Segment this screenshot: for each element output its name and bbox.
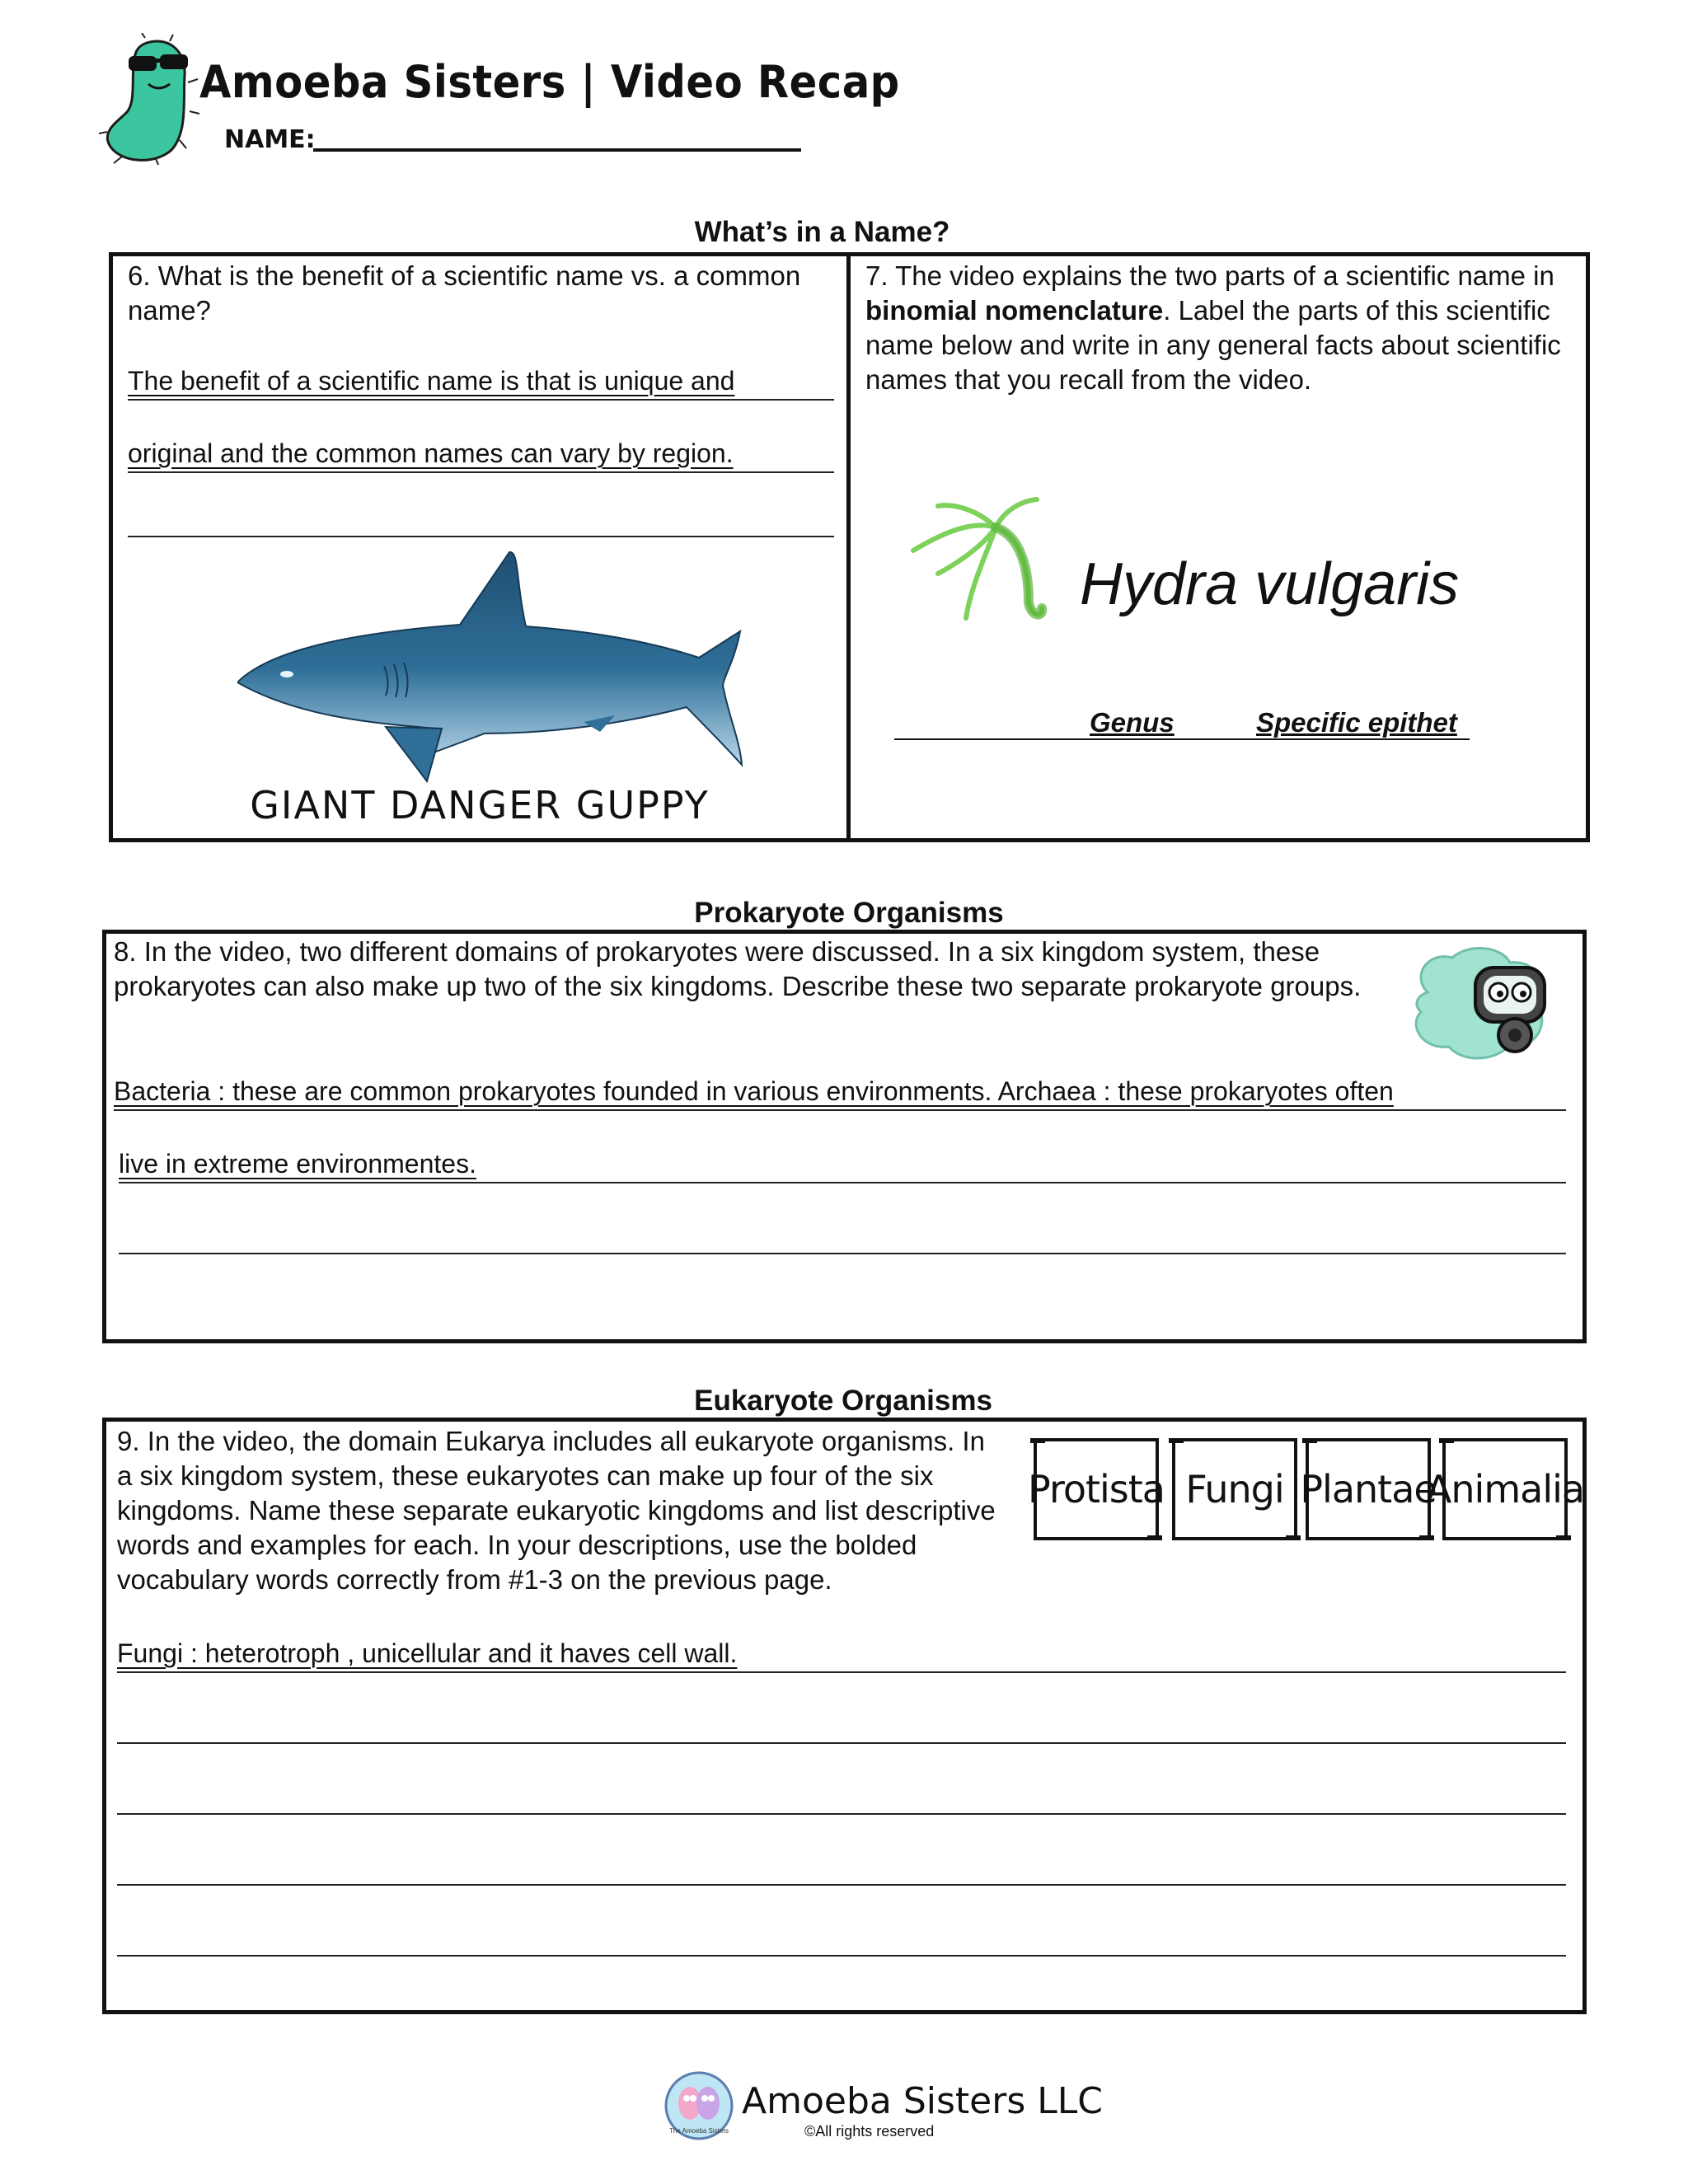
q6-answer-line-3[interactable] (128, 499, 834, 537)
footer-company: Amoeba Sisters LLC (742, 2080, 1103, 2122)
label-specific-epithet: Specific epithet (1256, 707, 1457, 738)
section-title-prokaryote: Prokaryote Organisms (694, 897, 1004, 929)
q8-answer-line-1[interactable] (114, 1073, 1566, 1111)
q9-answer-line-3[interactable] (117, 1777, 1566, 1815)
kingdom-animalia-box: Animalia (1442, 1438, 1568, 1540)
section-title-eukaryote: Eukaryote Organisms (694, 1385, 992, 1417)
name-field[interactable] (313, 145, 801, 152)
q7-question-bold: binomial nomenclature (865, 295, 1164, 326)
header-title: Amoeba Sisters | Video Recap (199, 56, 900, 108)
section-title-whats-in-a-name: What’s in a Name? (694, 216, 950, 248)
q8-answer-line-2[interactable] (119, 1146, 1566, 1183)
kingdom-protista-box: Protista (1034, 1438, 1159, 1540)
q6-answer-line-2[interactable] (128, 435, 834, 473)
q6-answer-text-2: original and the common names can vary by region. (128, 438, 734, 468)
q6-answer-line-1[interactable] (128, 363, 834, 401)
q6-answer-text-1: The benefit of a scientific name is that is unique and (128, 366, 735, 396)
microbe-with-gas-mask-icon (1403, 943, 1559, 1066)
q9-answer-line-2[interactable] (117, 1706, 1566, 1744)
scientific-name: Hydra vulgaris (1080, 551, 1460, 617)
kingdom-fungi-box: Fungi (1172, 1438, 1297, 1540)
q9-answer-line-1[interactable] (117, 1635, 1566, 1673)
q8-answer-text-2: live in extreme environmentes. (119, 1149, 476, 1179)
q7-question-pre: 7. The video explains the two parts of a scientific name in (865, 260, 1554, 291)
name-label: NAME: (224, 125, 316, 154)
q7-question-post: . Label the parts of this scientific name below and write in any general facts about scientific names that you recall from the video. (865, 295, 1561, 395)
q8-question-line-2: prokaryotes can also make up two of the six kingdoms. Describe these two separate prokaryote groups. (114, 971, 1362, 1001)
logo-text: The Amoeba Sisters (668, 2127, 729, 2135)
q6-question: 6. What is the benefit of a scientific name vs. a common name? (128, 260, 801, 326)
q9-answer-line-4[interactable] (117, 1848, 1566, 1886)
q7-question (865, 259, 1574, 397)
q8-answer-text-1: Bacteria : these are common prokaryotes founded in various environments. Archaea : these prokaryotes often (114, 1076, 1394, 1106)
q9-question: 9. In the video, the domain Eukarya includes all eukaryote organisms. In a six kingdom system, these eukaryotes can make up four of the six kingdoms. Name these separate eukaryotic kingdoms and list descriptive words and examples for each. In your descriptions, use the bolded vocabulary words correctly from #1-3 on the previous page. (117, 1426, 996, 1595)
amoeba-sisters-logo (663, 2070, 734, 2141)
hydra-illustration (905, 494, 1062, 626)
q8-answer-line-3[interactable] (119, 1216, 1566, 1254)
shark-illustration (237, 551, 748, 790)
q9-answer-text-1: Fungi : heterotroph , unicellular and it haves cell wall. (117, 1638, 738, 1668)
footer-rights: ©All rights reserved (804, 2123, 935, 2139)
kingdom-plantae-box: Plantae (1306, 1438, 1431, 1540)
label-genus: Genus (1090, 707, 1175, 738)
shark-caption: GIANT DANGER GUPPY (250, 783, 710, 827)
q9-answer-line-5[interactable] (117, 1919, 1566, 1957)
q8-question-line-1: 8. In the video, two different domains of prokaryotes were discussed. In a six kingdom system, these (114, 936, 1320, 967)
amoeba-mascot-icon (97, 33, 204, 165)
